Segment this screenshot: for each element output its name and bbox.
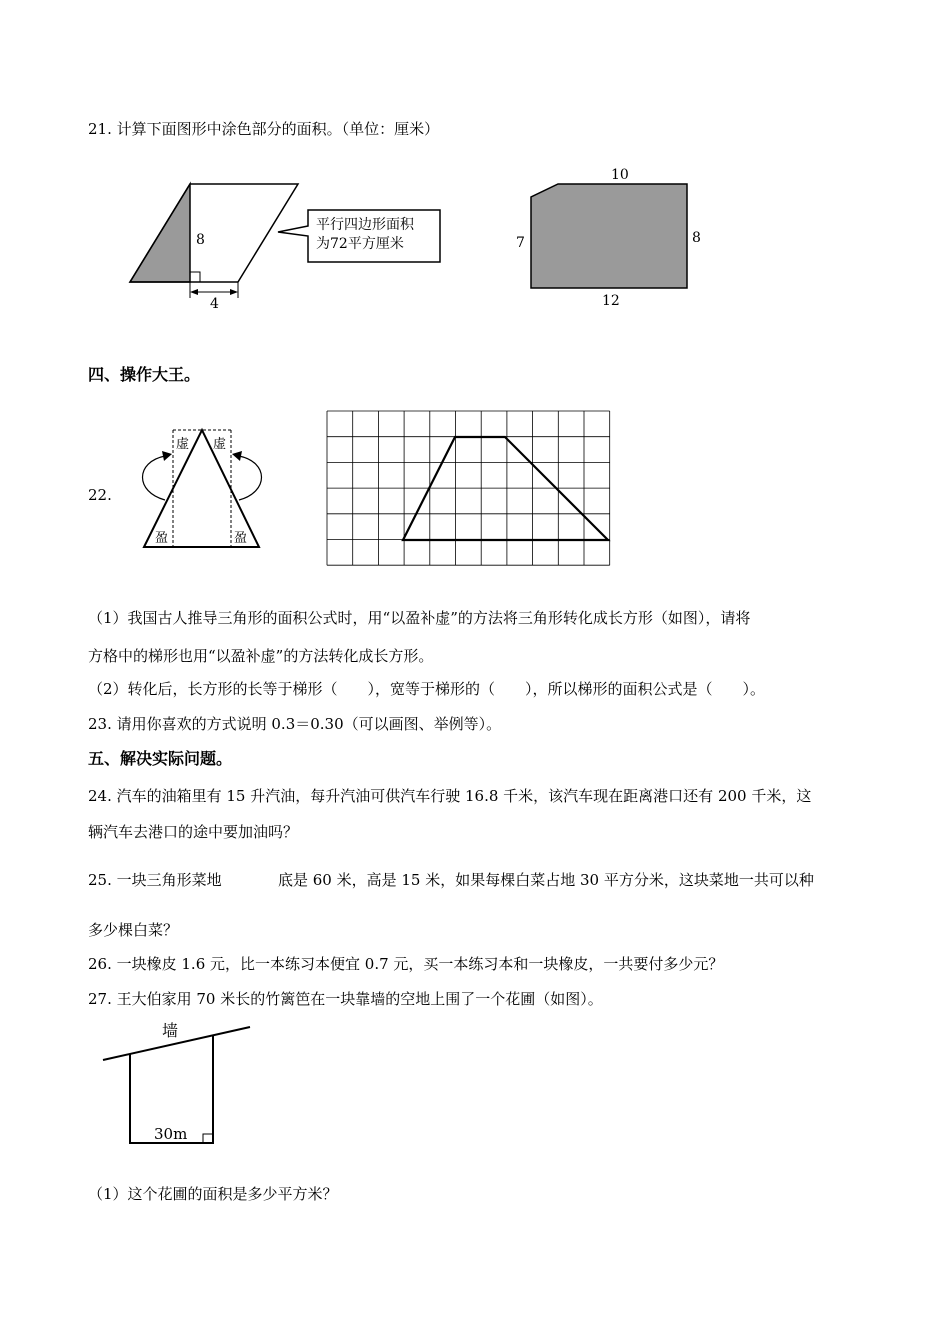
triangle [144, 430, 259, 547]
ying-label-right: 盈 [234, 531, 248, 546]
q21-figure-parallelogram [120, 175, 460, 315]
q21-text: 21. 计算下面图形中涂色部分的面积。（单位：厘米） [88, 120, 440, 138]
q25-line1a: 25. 一块三角形菜地 [88, 871, 222, 889]
q22-part1-line1: （1）我国古人推导三角形的面积公式时，用“以盈补虚”的方法将三角形转化成长方形（如图），请将 [88, 609, 751, 627]
height-label: 8 [196, 232, 205, 248]
right-label: 8 [692, 230, 701, 246]
q22-triangle-figure [140, 420, 270, 555]
wall-label: 墙 [162, 1021, 179, 1040]
q27-garden-figure [95, 1015, 260, 1150]
callout-line-2: 为72平方厘米 [316, 236, 404, 252]
q24-line1: 24. 汽车的油箱里有 15 升汽油，每升汽油可供汽车行驶 16.8 千米，该汽车现在距离港口还有 200 千米，这 [88, 787, 812, 805]
q22-number: 22. [88, 486, 112, 504]
base-label: 4 [210, 296, 219, 312]
q22-part1-line2: 方格中的梯形也用“以盈补虚”的方法转化成长方形。 [88, 647, 434, 665]
q27-part1: （1）这个花圃的面积是多少平方米？ [88, 1185, 338, 1203]
q22-part2: （2）转化后，长方形的长等于梯形（ ），宽等于梯形的（ ），所以梯形的面积公式是（ ）。 [88, 680, 766, 698]
q25-line1b: 底是 60 米，高是 15 米，如果每棵白菜占地 30 平方分米，这块菜地一共可以种 [278, 871, 814, 889]
shaded-pentagon [531, 184, 687, 288]
q26-text: 26. 一块橡皮 1.6 元，比一本练习本便宜 0.7 元，买一本练习本和一块橡皮，一共要付多少元？ [88, 955, 724, 973]
q25-line2: 多少棵白菜？ [88, 921, 179, 939]
section4-title: 四、操作大王。 [88, 365, 201, 384]
left-label: 7 [516, 235, 525, 251]
xu-label-right: 虚 [213, 437, 227, 452]
q24-line2: 辆汽车去港口的途中要加油吗？ [88, 823, 299, 841]
section5-title: 五、解决实际问题。 [88, 749, 233, 768]
top-label: 10 [611, 167, 629, 183]
bottom-label: 12 [602, 293, 620, 309]
q22-grid-trapezoid [320, 405, 615, 575]
arrow-left-arc [143, 456, 166, 500]
q21-figure-pentagon [510, 160, 710, 310]
q27-text: 27. 王大伯家用 70 米长的竹篱笆在一块靠墙的空地上围了一个花圃（如图）。 [88, 990, 603, 1008]
arrow-right-arc [239, 456, 262, 500]
xu-label-left: 虚 [176, 437, 190, 452]
q23-text: 23. 请用你喜欢的方式说明 0.3＝0.30（可以画图、举例等）。 [88, 715, 502, 733]
callout-line-1: 平行四边形面积 [316, 217, 414, 233]
right-angle-mark [203, 1134, 213, 1143]
ying-label-left: 盈 [155, 531, 169, 546]
width-label: 30m [154, 1125, 188, 1143]
right-angle-mark [190, 272, 200, 282]
